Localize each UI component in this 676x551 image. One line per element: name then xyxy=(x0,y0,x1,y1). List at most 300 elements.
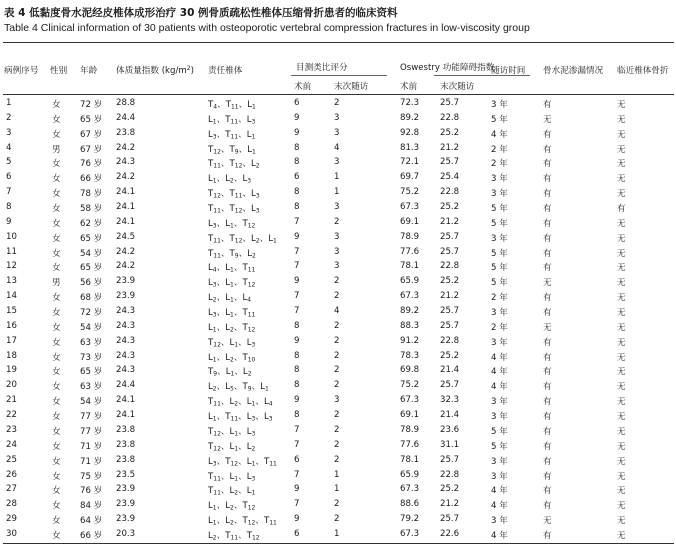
cell-vas-last: 3 xyxy=(334,202,340,213)
cell-cement-leak: 有 xyxy=(543,456,552,467)
cell-followup: 3 年 xyxy=(491,233,508,244)
cell-age: 72 岁 xyxy=(80,100,103,110)
cell-vas-last: 2 xyxy=(334,335,340,346)
cell-age: 56 岁 xyxy=(80,278,103,289)
cell-adjacent-fracture: 无 xyxy=(617,367,626,378)
cell-case-id: 2 xyxy=(6,112,12,123)
cell-odi-last: 25.7 xyxy=(440,98,460,108)
table-row xyxy=(0,440,676,455)
cell-adjacent-fracture: 无 xyxy=(617,382,626,393)
cell-bmi: 24.2 xyxy=(116,246,136,257)
cell-age: 65 岁 xyxy=(80,263,103,274)
table-row xyxy=(0,321,676,336)
cell-sex: 女 xyxy=(52,100,61,110)
cell-bmi: 24.5 xyxy=(116,231,136,242)
table-row xyxy=(0,128,676,143)
cell-vertebrae: $T_{11}$、$L_2$、$L_1$ xyxy=(208,486,256,497)
cell-sex: 女 xyxy=(52,248,61,259)
cell-cement-leak: 有 xyxy=(543,100,552,110)
cell-vertebrae: $T_{11}$、$T_{12}$、$L_2$、$L_1$ xyxy=(208,233,277,245)
cell-odi-last: 21.4 xyxy=(440,365,460,376)
table-top-rule xyxy=(3,42,674,43)
cell-followup: 4 年 xyxy=(491,352,508,363)
header-vas-before: 术前 xyxy=(294,82,312,92)
cell-odi-last: 25.4 xyxy=(440,172,460,183)
cell-age: 75 岁 xyxy=(80,471,103,482)
cell-odi-before: 78.9 xyxy=(400,424,420,435)
cell-followup: 3 年 xyxy=(491,456,508,467)
table-row xyxy=(0,365,676,380)
cell-odi-before: 72.1 xyxy=(400,157,420,168)
cell-sex: 男 xyxy=(52,278,61,289)
cell-odi-last: 25.2 xyxy=(440,202,460,213)
cell-case-id: 7 xyxy=(6,187,12,198)
cell-case-id: 12 xyxy=(6,261,17,272)
cell-odi-last: 32.3 xyxy=(440,395,460,406)
cell-vertebrae: $T_{12}$、$T_{11}$、$L_3$ xyxy=(208,189,260,200)
cell-odi-before: 75.2 xyxy=(400,187,420,198)
cell-vas-before: 6 xyxy=(294,98,300,108)
cell-age: 78 岁 xyxy=(80,189,103,200)
table-row xyxy=(0,499,676,514)
cell-odi-before: 88.3 xyxy=(400,320,420,331)
cell-age: 73 岁 xyxy=(80,352,103,363)
cell-age: 65 岁 xyxy=(80,114,103,125)
cell-vas-last: 3 xyxy=(334,112,340,123)
cell-followup: 3 年 xyxy=(491,412,508,423)
cell-vertebrae: $L_3$、$L_1$、$T_{11}$ xyxy=(208,308,256,319)
cell-odi-last: 22.8 xyxy=(440,261,460,272)
cell-vas-before: 7 xyxy=(294,291,300,302)
cell-followup: 5 年 xyxy=(491,218,508,229)
cell-age: 71 岁 xyxy=(80,441,103,452)
cell-vas-last: 2 xyxy=(334,350,340,361)
table-row xyxy=(0,351,676,366)
cell-odi-last: 25.7 xyxy=(440,246,460,257)
cell-vas-before: 9 xyxy=(294,112,300,123)
cell-age: 65 岁 xyxy=(80,233,103,244)
cell-odi-before: 78.1 xyxy=(400,454,420,465)
cell-sex: 女 xyxy=(52,129,61,140)
header-case-id: 病例序号 xyxy=(4,66,39,76)
cell-sex: 女 xyxy=(52,337,61,348)
cell-case-id: 27 xyxy=(6,484,17,495)
cell-case-id: 13 xyxy=(6,276,17,287)
cell-vas-last: 2 xyxy=(334,499,340,510)
cell-adjacent-fracture: 无 xyxy=(617,337,626,348)
cell-vas-last: 3 xyxy=(334,231,340,242)
cell-adjacent-fracture: 无 xyxy=(617,486,626,497)
cell-sex: 女 xyxy=(52,397,61,408)
cell-vas-before: 7 xyxy=(294,439,300,450)
cell-odi-before: 67.3 xyxy=(400,202,420,213)
cell-odi-last: 22.8 xyxy=(440,335,460,346)
cell-odi-last: 25.2 xyxy=(440,276,460,287)
cell-vertebrae: $T_{11}$、$T_9$、$L_2$ xyxy=(208,248,256,260)
cell-odi-last: 25.2 xyxy=(440,350,460,361)
cell-odi-last: 21.2 xyxy=(440,499,460,510)
cell-odi-before: 75.2 xyxy=(400,380,420,391)
cell-odi-last: 25.2 xyxy=(440,127,460,138)
cell-adjacent-fracture: 无 xyxy=(617,471,626,482)
cell-adjacent-fracture: 无 xyxy=(617,174,626,185)
cell-adjacent-fracture: 无 xyxy=(617,530,626,541)
cell-vertebrae: $L_1$、$L_2$、$T_{10}$ xyxy=(208,352,256,364)
cell-age: 63 岁 xyxy=(80,337,103,348)
cell-bmi: 23.8 xyxy=(116,439,136,450)
cell-odi-last: 25.7 xyxy=(440,320,460,331)
cell-vas-before: 8 xyxy=(294,365,300,376)
cell-case-id: 29 xyxy=(6,514,17,525)
cell-sex: 女 xyxy=(52,293,61,304)
cell-cement-leak: 有 xyxy=(543,144,552,155)
table-row xyxy=(0,261,676,276)
cell-vas-last: 1 xyxy=(334,187,340,198)
cell-vas-before: 7 xyxy=(294,246,300,257)
cell-vas-last: 3 xyxy=(334,127,340,138)
cell-cement-leak: 有 xyxy=(543,159,552,170)
cell-case-id: 23 xyxy=(6,424,17,435)
cell-age: 65 岁 xyxy=(80,367,103,378)
cell-cement-leak: 有 xyxy=(543,204,552,215)
cell-followup: 3 年 xyxy=(491,397,508,408)
cell-adjacent-fracture: 无 xyxy=(617,441,626,452)
cell-followup: 4 年 xyxy=(491,486,508,497)
cell-age: 58 岁 xyxy=(80,204,103,215)
table-row xyxy=(0,202,676,217)
cell-vas-before: 8 xyxy=(294,202,300,213)
cell-vertebrae: $L_1$、$L_2$、$T_{12}$ xyxy=(208,322,256,334)
cell-cement-leak: 有 xyxy=(543,530,552,541)
header-vas-last: 末次随访 xyxy=(334,82,369,92)
table-row xyxy=(0,143,676,158)
cell-vas-before: 7 xyxy=(294,216,300,227)
cell-sex: 女 xyxy=(52,322,61,333)
cell-followup: 4 年 xyxy=(491,501,508,512)
cell-adjacent-fracture: 无 xyxy=(617,397,626,408)
cell-bmi: 24.1 xyxy=(116,202,136,213)
cell-case-id: 5 xyxy=(6,157,12,168)
cell-adjacent-fracture: 无 xyxy=(617,100,626,110)
cell-vas-last: 2 xyxy=(334,454,340,465)
header-sex: 性别 xyxy=(50,66,68,76)
cell-case-id: 21 xyxy=(6,395,17,406)
cell-cement-leak: 有 xyxy=(543,233,552,244)
cell-vertebrae: $L_2$、$L_1$、$L_4$ xyxy=(208,293,252,304)
cell-adjacent-fracture: 无 xyxy=(617,426,626,437)
cell-vertebrae: $L_1$、$L_2$、$T_{12}$、$T_{11}$ xyxy=(208,516,277,527)
cell-cement-leak: 有 xyxy=(543,471,552,482)
cell-case-id: 14 xyxy=(6,291,17,302)
cell-bmi: 23.8 xyxy=(116,127,136,138)
cell-bmi: 23.8 xyxy=(116,424,136,435)
cell-sex: 女 xyxy=(52,441,61,452)
cell-adjacent-fracture: 无 xyxy=(617,144,626,155)
cell-odi-before: 78.9 xyxy=(400,231,420,242)
cell-vertebrae: $T_{12}$、$L_1$、$L_3$ xyxy=(208,426,256,438)
cell-vertebrae: $L_1$、$L_2$、$T_{12}$ xyxy=(208,501,256,512)
cell-sex: 女 xyxy=(52,426,61,437)
cell-odi-before: 79.2 xyxy=(400,514,420,525)
cell-adjacent-fracture: 无 xyxy=(617,129,626,140)
cell-age: 71 岁 xyxy=(80,456,103,467)
cell-sex: 女 xyxy=(52,263,61,274)
cell-odi-last: 21.2 xyxy=(440,291,460,302)
cell-bmi: 20.3 xyxy=(116,528,136,539)
table-row xyxy=(0,410,676,425)
cell-cement-leak: 有 xyxy=(543,486,552,497)
cell-odi-before: 92.8 xyxy=(400,127,420,138)
cell-adjacent-fracture: 无 xyxy=(617,248,626,259)
cell-bmi: 24.3 xyxy=(116,350,136,361)
cell-age: 64 岁 xyxy=(80,516,103,527)
cell-vas-last: 2 xyxy=(334,410,340,421)
cell-odi-before: 69.8 xyxy=(400,365,420,376)
cell-vertebrae: $T_{11}$、$L_1$、$L_3$ xyxy=(208,471,256,482)
cell-vas-before: 6 xyxy=(294,454,300,465)
cell-odi-before: 67.3 xyxy=(400,395,420,406)
cell-adjacent-fracture: 无 xyxy=(617,352,626,363)
cell-bmi: 24.3 xyxy=(116,306,136,317)
cell-odi-last: 22.8 xyxy=(440,187,460,198)
cell-followup: 2 年 xyxy=(491,144,508,155)
header-odi-before: 术前 xyxy=(400,82,418,92)
cell-vas-before: 8 xyxy=(294,380,300,391)
cell-vertebrae: $T_4$、$T_{11}$、$L_1$ xyxy=(208,100,256,111)
cell-odi-last: 21.2 xyxy=(440,216,460,227)
cell-cement-leak: 有 xyxy=(543,501,552,512)
cell-followup: 3 年 xyxy=(491,471,508,482)
cell-odi-before: 77.6 xyxy=(400,246,420,257)
table-row xyxy=(0,98,676,113)
cell-bmi: 28.8 xyxy=(116,98,136,108)
table-row xyxy=(0,425,676,440)
cell-odi-last: 22.8 xyxy=(440,469,460,480)
cell-sex: 女 xyxy=(52,530,61,541)
cell-age: 76 岁 xyxy=(80,159,103,170)
cell-bmi: 24.4 xyxy=(116,380,136,391)
cell-bmi: 23.8 xyxy=(116,454,136,465)
cell-age: 66 岁 xyxy=(80,174,103,185)
cell-vas-last: 2 xyxy=(334,365,340,376)
cell-odi-before: 67.3 xyxy=(400,528,420,539)
cell-vas-before: 9 xyxy=(294,484,300,495)
cell-cement-leak: 有 xyxy=(543,248,552,259)
cell-sex: 女 xyxy=(52,516,61,527)
cell-vas-last: 3 xyxy=(334,157,340,168)
cell-vas-before: 9 xyxy=(294,335,300,346)
header-adjacent-fracture: 临近椎体骨折 xyxy=(617,66,669,76)
cell-odi-before: 77.6 xyxy=(400,439,420,450)
cell-age: 54 岁 xyxy=(80,322,103,333)
cell-vas-last: 2 xyxy=(334,320,340,331)
header-cement-leak: 骨水泥渗漏情况 xyxy=(543,66,604,76)
cell-odi-last: 25.2 xyxy=(440,484,460,495)
cell-odi-before: 72.3 xyxy=(400,98,420,108)
cell-followup: 5 年 xyxy=(491,441,508,452)
cell-cement-leak: 有 xyxy=(543,189,552,200)
cell-vas-last: 2 xyxy=(334,276,340,287)
cell-followup: 5 年 xyxy=(491,248,508,259)
cell-odi-before: 67.3 xyxy=(400,291,420,302)
header-odi-last: 末次随访 xyxy=(440,82,475,92)
cell-sex: 女 xyxy=(52,412,61,423)
cell-vas-before: 6 xyxy=(294,528,300,539)
cell-vertebrae: $L_2$、$T_{11}$、$T_{12}$ xyxy=(208,530,260,542)
cell-vas-before: 7 xyxy=(294,469,300,480)
cell-vas-last: 2 xyxy=(334,291,340,302)
cell-age: 63 岁 xyxy=(80,382,103,393)
cell-vas-last: 4 xyxy=(334,142,340,153)
cell-vas-before: 7 xyxy=(294,306,300,317)
cell-odi-last: 25.7 xyxy=(440,306,460,317)
cell-vas-before: 7 xyxy=(294,424,300,435)
cell-age: 54 岁 xyxy=(80,248,103,259)
cell-vertebrae: $L_3$、$L_1$、$T_{12}$ xyxy=(208,218,256,230)
header-odi: Oswestry 功能障碍指数 xyxy=(400,63,495,73)
cell-vas-before: 9 xyxy=(294,127,300,138)
cell-followup: 5 年 xyxy=(491,204,508,215)
cell-odi-last: 22.8 xyxy=(440,112,460,123)
cell-odi-before: 89.2 xyxy=(400,112,420,123)
cell-odi-before: 69.7 xyxy=(400,172,420,183)
cell-vas-before: 8 xyxy=(294,320,300,331)
cell-case-id: 1 xyxy=(6,98,12,108)
cell-vas-before: 7 xyxy=(294,261,300,272)
cell-followup: 5 年 xyxy=(491,263,508,274)
cell-vertebrae: $L_1$、$L_2$、$L_3$ xyxy=(208,174,252,185)
cell-followup: 3 年 xyxy=(491,100,508,110)
cell-age: 67 岁 xyxy=(80,129,103,140)
header-vas: 目测类比评分 xyxy=(296,63,348,73)
cell-vas-last: 3 xyxy=(334,395,340,406)
cell-adjacent-fracture: 有 xyxy=(617,204,626,215)
cell-age: 84 岁 xyxy=(80,501,103,512)
cell-adjacent-fracture: 无 xyxy=(617,501,626,512)
table-row xyxy=(0,217,676,232)
table-row xyxy=(0,306,676,321)
cell-case-id: 15 xyxy=(6,306,17,317)
cell-case-id: 19 xyxy=(6,365,17,376)
cell-followup: 4 年 xyxy=(491,382,508,393)
cell-bmi: 23.9 xyxy=(116,499,136,510)
table-caption-cn: 表 4 低黏度骨水泥经皮椎体成形治疗 30 例骨质疏松性椎体压缩骨折患者的临床资料 xyxy=(4,7,398,19)
cell-sex: 女 xyxy=(52,159,61,170)
table-header-rule xyxy=(3,94,674,95)
cell-cement-leak: 有 xyxy=(543,337,552,348)
cell-case-id: 9 xyxy=(6,216,12,227)
cell-bmi: 24.1 xyxy=(116,216,136,227)
cell-adjacent-fracture: 无 xyxy=(617,218,626,229)
cell-adjacent-fracture: 无 xyxy=(617,516,626,527)
cell-case-id: 22 xyxy=(6,410,17,421)
cell-case-id: 3 xyxy=(6,127,12,138)
cell-bmi: 24.3 xyxy=(116,157,136,168)
cell-cement-leak: 有 xyxy=(543,308,552,319)
cell-vas-last: 1 xyxy=(334,469,340,480)
cell-sex: 女 xyxy=(52,218,61,229)
cell-case-id: 25 xyxy=(6,454,17,465)
cell-case-id: 16 xyxy=(6,320,17,331)
table-row xyxy=(0,247,676,262)
cell-odi-last: 22.6 xyxy=(440,528,460,539)
cell-bmi: 24.1 xyxy=(116,187,136,198)
table-row xyxy=(0,276,676,291)
cell-odi-before: 89.2 xyxy=(400,306,420,317)
cell-cement-leak: 有 xyxy=(543,174,552,185)
cell-sex: 女 xyxy=(52,189,61,200)
cell-vas-before: 9 xyxy=(294,514,300,525)
cell-vas-before: 8 xyxy=(294,187,300,198)
cell-age: 76 岁 xyxy=(80,486,103,497)
table-row xyxy=(0,514,676,529)
cell-odi-before: 88.6 xyxy=(400,499,420,510)
cell-bmi: 24.3 xyxy=(116,335,136,346)
cell-vas-before: 9 xyxy=(294,276,300,287)
cell-bmi: 23.9 xyxy=(116,484,136,495)
cell-vertebrae: $L_1$、$T_{11}$、$L_3$ xyxy=(208,114,256,126)
cell-odi-before: 65.9 xyxy=(400,469,420,480)
cell-odi-before: 67.3 xyxy=(400,484,420,495)
cell-bmi: 23.9 xyxy=(116,276,136,287)
cell-adjacent-fracture: 无 xyxy=(617,322,626,333)
cell-odi-before: 78.1 xyxy=(400,261,420,272)
cell-case-id: 6 xyxy=(6,172,12,183)
cell-vertebrae: $T_{12}$、$L_1$、$L_2$ xyxy=(208,441,256,453)
cell-case-id: 17 xyxy=(6,335,17,346)
cell-vas-before: 8 xyxy=(294,142,300,153)
cell-cement-leak: 有 xyxy=(543,382,552,393)
cell-age: 62 岁 xyxy=(80,218,103,229)
cell-bmi: 23.9 xyxy=(116,291,136,302)
table-row xyxy=(0,380,676,395)
cell-cement-leak: 有 xyxy=(543,367,552,378)
cell-sex: 女 xyxy=(52,456,61,467)
cell-cement-leak: 无 xyxy=(543,278,552,289)
cell-sex: 女 xyxy=(52,352,61,363)
cell-case-id: 18 xyxy=(6,350,17,361)
cell-age: 66 岁 xyxy=(80,530,103,541)
cell-adjacent-fracture: 无 xyxy=(617,233,626,244)
cell-vas-before: 8 xyxy=(294,350,300,361)
cell-vas-last: 3 xyxy=(334,261,340,272)
table-row xyxy=(0,157,676,172)
cell-bmi: 24.2 xyxy=(116,172,136,183)
cell-sex: 女 xyxy=(52,486,61,497)
cell-followup: 4 年 xyxy=(491,129,508,140)
table-row xyxy=(0,113,676,128)
cell-adjacent-fracture: 无 xyxy=(617,263,626,274)
cell-odi-before: 91.2 xyxy=(400,335,420,346)
cell-odi-before: 69.1 xyxy=(400,410,420,421)
cell-odi-last: 25.7 xyxy=(440,231,460,242)
cell-followup: 2 年 xyxy=(491,322,508,333)
cell-sex: 女 xyxy=(52,308,61,319)
cell-vas-before: 9 xyxy=(294,231,300,242)
cell-adjacent-fracture: 无 xyxy=(617,308,626,319)
cell-vertebrae: $L_3$、$T_{12}$、$L_1$、$T_{11}$ xyxy=(208,456,277,468)
cell-case-id: 28 xyxy=(6,499,17,510)
table-row xyxy=(0,232,676,247)
cell-followup: 3 年 xyxy=(491,174,508,185)
cell-vertebrae: $T_{11}$、$L_2$、$L_1$、$L_4$ xyxy=(208,397,273,408)
cell-followup: 4 年 xyxy=(491,367,508,378)
cell-vertebrae: $L_2$、$L_5$、$T_9$、$L_1$ xyxy=(208,382,269,393)
cell-adjacent-fracture: 无 xyxy=(617,159,626,170)
cell-bmi: 24.3 xyxy=(116,320,136,331)
cell-vas-last: 2 xyxy=(334,380,340,391)
cell-adjacent-fracture: 无 xyxy=(617,114,626,125)
